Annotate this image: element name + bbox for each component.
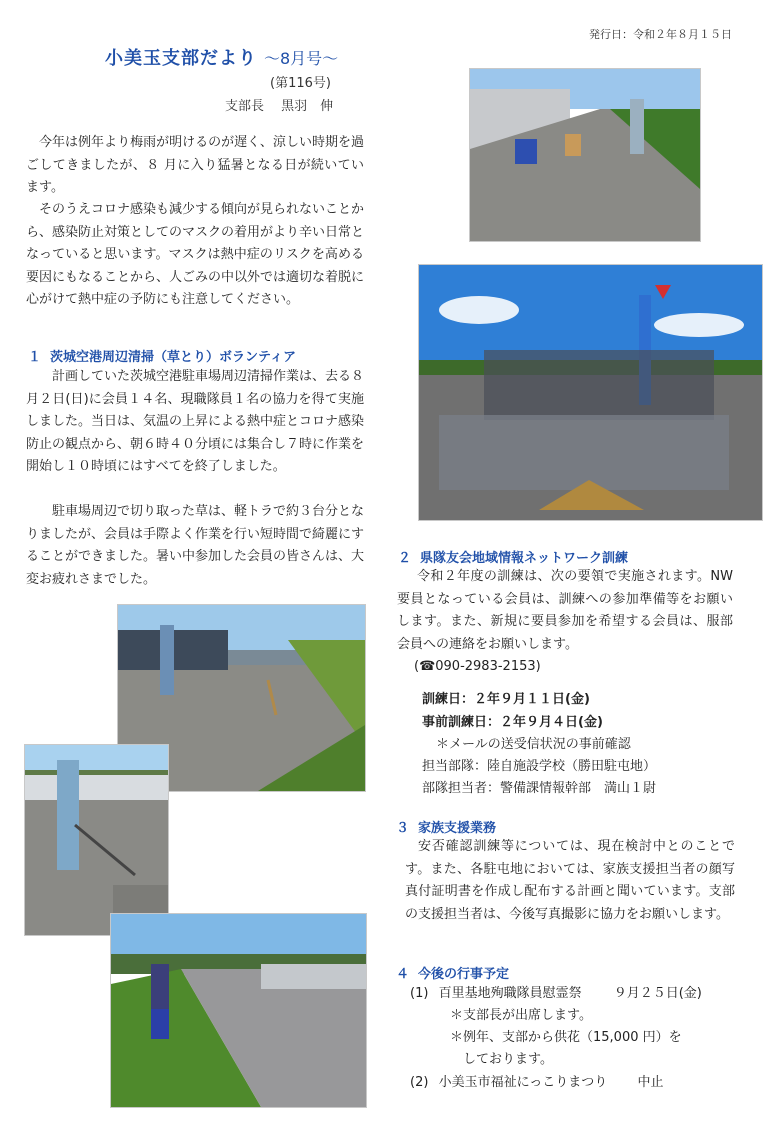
intro-paragraph-1: 今年は例年より梅雨が明けるのが遅く、涼しい時期を過ごしてきましたが、８ 月に入り猛暑となる日が続いています。	[26, 135, 364, 195]
section-1-number: １	[28, 350, 42, 365]
section-3-number: ３	[396, 821, 410, 836]
author: 支部長 黒羽 伸	[225, 99, 334, 114]
section-4-number: ４	[396, 967, 410, 982]
section-1-paragraph-1: 計画していた茨城空港駐車場周辺清掃作業は、去る８月２日(日)に会員１４名、現職隊員１名の協力を得て実施しました。当日は、気温の上昇による熱中症とコロナ感染防止の観点から、朝６時４０分頃には集合し７時に作業を開始し１０時頃にはすべてを終了しました。	[26, 369, 365, 474]
event-2-title: 小美玉市福祉にっこりまつり	[438, 1075, 608, 1090]
photo-group-volunteers	[418, 264, 763, 521]
section-3-title: 家族支援業務	[418, 821, 497, 836]
event-1-title: 百里基地殉職隊員慰霊祭	[438, 986, 582, 1001]
pre-training-day: 事前訓練日：２年９月４日(金)	[422, 715, 603, 730]
section-3-paragraph: 安否確認訓練等については、現在検討中とのことです。また、各駐屯地においては、家族支援担当者の顔写真付証明書を作成し配布する計画と聞いています。支部の支援担当者は、今後写真撮影に協力をお願いします。	[405, 839, 735, 922]
event-2	[410, 1072, 663, 1095]
section-1-heading	[28, 346, 296, 365]
event-1-note-2b: しております。	[463, 1052, 553, 1067]
photo-parking-workers	[469, 68, 701, 242]
section-4-title: 今後の行事予定	[418, 967, 510, 982]
unit-officer: 部隊担当者：警備課情報幹部 満山１尉	[422, 781, 657, 796]
section-3-heading	[396, 817, 496, 836]
section-2-title: 県隊友会地域情報ネットワーク訓練	[420, 551, 629, 566]
event-1-label: (1)	[410, 986, 429, 1001]
issue-number: (第116号)	[270, 76, 331, 91]
issue-date: 発行日：令和２年８月１５日	[589, 28, 732, 41]
responsible-unit: 担当部隊：陸自施設学校（勝田駐屯地）	[422, 759, 657, 774]
section-1-paragraph-2: 駐車場周辺で切り取った草は、軽トラで約３台分となりましたが、会員は手際よく作業を行い短時間で綺麗にすることができました。暑い中参加した会員の皆さんは、大変お疲れさまでした。	[26, 504, 365, 587]
event-1-date: ９月２５日(金)	[613, 986, 702, 1001]
event-1-note-2a: ＊例年、支部から供花（15,000 円）を	[450, 1030, 682, 1045]
section-2-paragraph: 令和２年度の訓練は、次の要領で実施されます。NW 要員となっている会員は、訓練への参加準備等をお願いします。また、新規に要員参加を希望する会員は、服部会員への連絡をお願いします。	[397, 569, 733, 652]
section-4-heading	[396, 963, 509, 982]
intro-paragraph-2: そのうえコロナ感染も減少する傾向が見られないことから、感染防止対策としてのマスクの着用がより辛い日常となっていると思います。マスクは熱中症のリスクを高める要因にもなることから、人ごみの中以外では適切な着脱に心がけて熱中症の予防にも注意してください。	[26, 202, 365, 307]
event-2-status: 中止	[637, 1075, 664, 1090]
training-note: ＊メールの送受信状況の事前確認	[436, 737, 631, 752]
section-1-title: 茨城空港周辺清掃（草とり）ボランティア	[50, 350, 296, 365]
event-1	[410, 983, 702, 1006]
training-day: 訓練日：２年９月１１日(金)	[422, 692, 590, 707]
photo-weeding-walkway	[110, 913, 367, 1108]
event-1-note-1: ＊支部長が出席します。	[450, 1008, 592, 1023]
section-2-number: ２	[398, 551, 412, 566]
event-2-label: (2)	[410, 1075, 429, 1090]
newsletter-subtitle: ～8月号～	[264, 49, 339, 68]
section-2-heading	[398, 547, 628, 566]
photo-grass-trimmer	[24, 744, 169, 936]
newsletter-title: 小美玉支部だより	[105, 48, 257, 69]
contact-phone: (☎090-2983-2153)	[414, 659, 541, 674]
